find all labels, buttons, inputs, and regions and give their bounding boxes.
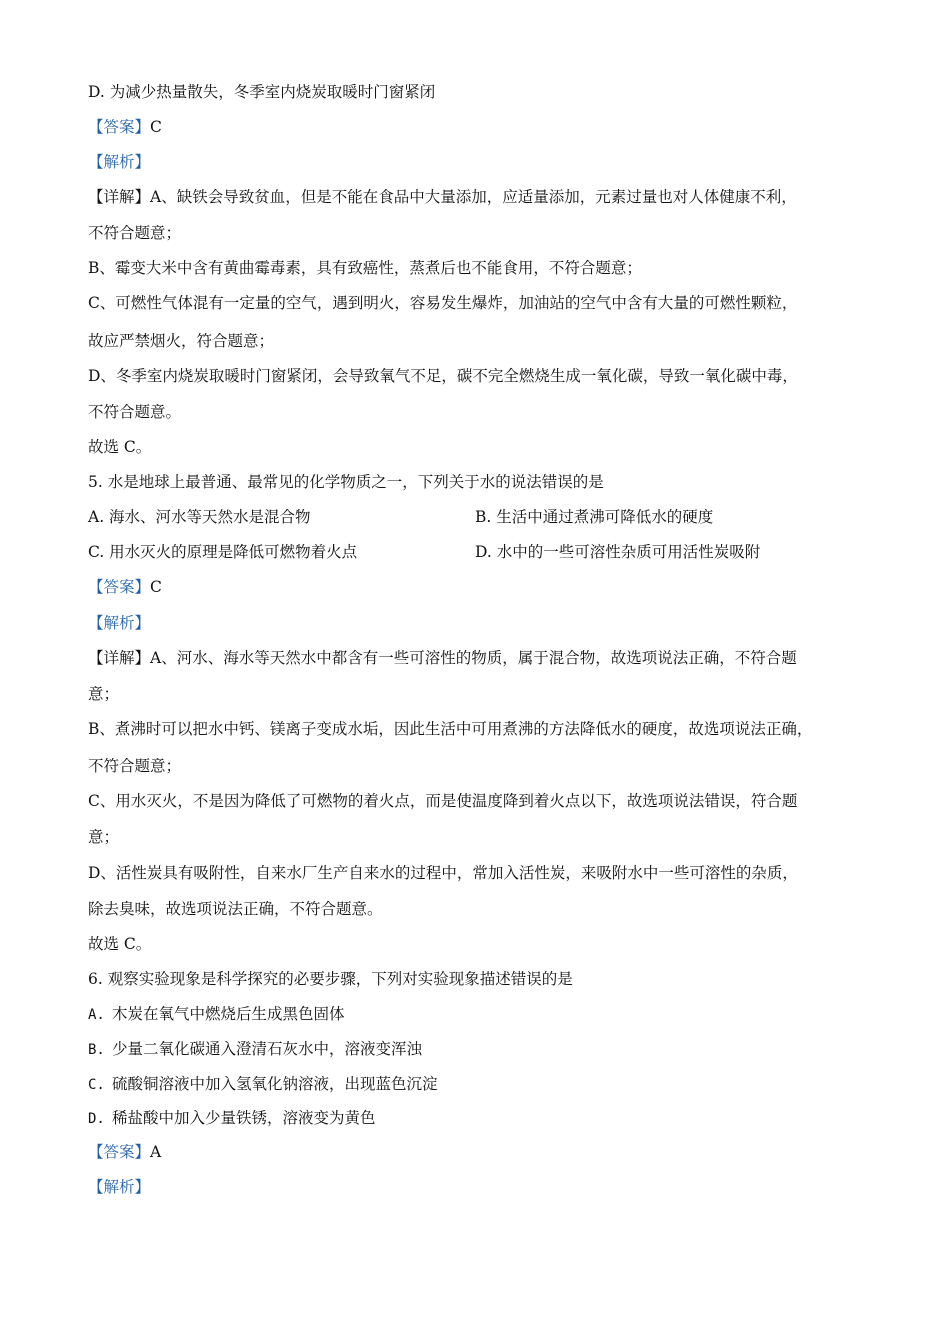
q5-detail-a-line2: 意； xyxy=(88,685,120,703)
q5-detail-c-line2: 意； xyxy=(88,828,120,846)
option-text: 木炭在氧气中燃烧后生成黑色固体 xyxy=(112,1005,345,1023)
option-text: 稀盐酸中加入少量铁锈，溶液变为黄色 xyxy=(112,1109,376,1127)
option-letter: C. xyxy=(88,1077,105,1093)
q5-detail-a-line1: 【详解】A、河水、海水等天然水中都含有一些可溶性的物质，属于混合物，故选项说法正确，不符合题 xyxy=(88,649,797,667)
q5-conclusion: 故选 C。 xyxy=(88,935,152,953)
q5-option-d: D. 水中的一些可溶性杂质可用活性炭吸附 xyxy=(475,543,761,561)
q4-detail-b: B、霉变大米中含有黄曲霉毒素，具有致癌性，蒸煮后也不能食用，不符合题意； xyxy=(88,259,642,277)
q4-option-d: D. 为减少热量散失，冬季室内烧炭取暖时门窗紧闭 xyxy=(88,83,436,101)
q4-detail-d-line2: 不符合题意。 xyxy=(88,403,182,421)
q5-answer xyxy=(88,576,162,598)
option-text: 硫酸铜溶液中加入氢氧化钠溶液，出现蓝色沉淀 xyxy=(112,1075,438,1093)
option-letter: A. xyxy=(88,1007,105,1023)
option-letter: B. xyxy=(88,1042,105,1058)
q4-conclusion: 故选 C。 xyxy=(88,438,152,456)
q6-stem: 6. 观察实验现象是科学探究的必要步骤，下列对实验现象描述错误的是 xyxy=(88,970,573,988)
q5-detail-d-line1: D、活性炭具有吸附性，自来水厂生产自来水的过程中，常加入活性炭，来吸附水中一些可溶性的杂质， xyxy=(88,864,798,882)
q5-detail-d-line2: 除去臭味，故选项说法正确，不符合题意。 xyxy=(88,900,383,918)
q5-stem: 5. 水是地球上最普通、最常见的化学物质之一，下列关于水的说法错误的是 xyxy=(88,473,604,491)
q4-detail-c-line2: 故应严禁烟火，符合题意； xyxy=(88,332,275,350)
q5-analysis-tag: 【解析】 xyxy=(88,614,151,632)
q4-answer xyxy=(88,116,162,138)
q4-detail-d-line1: D、冬季室内烧炭取暖时门窗紧闭，会导致氧气不足，碳不完全燃烧生成一氧化碳，导致一氧化碳中毒， xyxy=(88,367,798,385)
q4-detail-c-line1: C、可燃性气体混有一定量的空气，遇到明火，容易发生爆炸，加油站的空气中含有大量的可燃性颗粒， xyxy=(88,294,798,312)
q6-option-d xyxy=(88,1107,376,1130)
q6-option-c xyxy=(88,1073,438,1096)
q4-detail-a-line2: 不符合题意； xyxy=(88,224,182,242)
q4-detail-a-line1: 【详解】A、缺铁会导致贫血，但是不能在食品中大量添加，应适量添加，元素过量也对人体健康不利， xyxy=(88,188,797,206)
option-text: 少量二氧化碳通入澄清石灰水中，溶液变浑浊 xyxy=(112,1040,423,1058)
q5-option-a: A. 海水、河水等天然水是混合物 xyxy=(88,508,311,526)
q6-analysis-tag: 【解析】 xyxy=(88,1178,151,1196)
answer-value: C xyxy=(150,578,162,596)
answer-value: A xyxy=(150,1143,162,1161)
option-letter: D. xyxy=(88,1111,105,1127)
q6-answer xyxy=(88,1141,161,1163)
q5-option-c: C. 用水灭火的原理是降低可燃物着火点 xyxy=(88,543,358,561)
q6-option-a xyxy=(88,1003,345,1026)
answer-tag: 【答案】 xyxy=(88,578,151,596)
q6-option-b xyxy=(88,1038,422,1061)
q5-detail-c-line1: C、用水灭火，不是因为降低了可燃物的着火点，而是使温度降到着火点以下，故选项说法错误，符合题 xyxy=(88,792,798,810)
answer-value: C xyxy=(150,118,162,136)
answer-tag: 【答案】 xyxy=(88,1143,151,1161)
q5-detail-b-line1: B、煮沸时可以把水中钙、镁离子变成水垢，因此生活中可用煮沸的方法降低水的硬度，故选项说法正确， xyxy=(88,720,813,738)
answer-tag: 【答案】 xyxy=(88,118,151,136)
q5-option-b: B. 生活中通过煮沸可降低水的硬度 xyxy=(475,508,714,526)
q4-analysis-tag: 【解析】 xyxy=(88,153,151,171)
q5-detail-b-line2: 不符合题意； xyxy=(88,757,182,775)
